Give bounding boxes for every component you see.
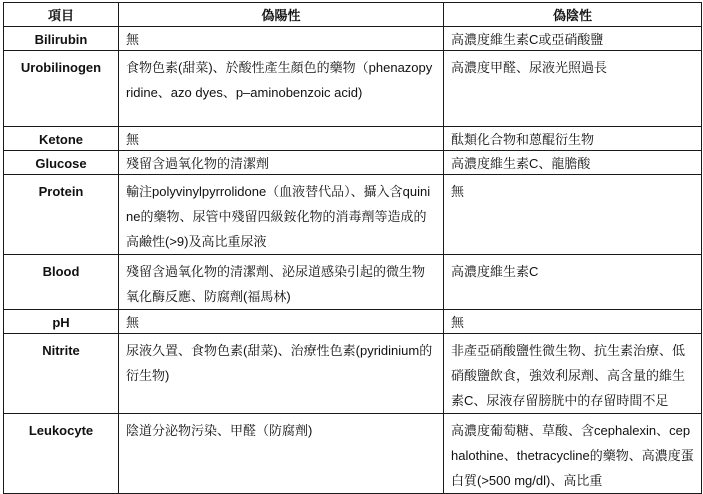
item-cell: Glucose [4, 151, 119, 175]
header-item: 項目 [4, 3, 119, 27]
false-positive-cell: 無 [119, 127, 444, 151]
false-negative-cell: 無 [444, 175, 702, 255]
item-cell: Ketone [4, 127, 119, 151]
false-positive-cell: 無 [119, 27, 444, 51]
table-row [4, 310, 702, 334]
table-row [4, 151, 702, 175]
header-row [4, 3, 702, 27]
false-positive-cell: 無 [119, 310, 444, 334]
table-row [4, 127, 702, 151]
item-cell: Bilirubin [4, 27, 119, 51]
item-cell: Blood [4, 255, 119, 310]
item-cell: Protein [4, 175, 119, 255]
header-false-negative: 偽陰性 [444, 3, 702, 27]
table-row [4, 27, 702, 51]
false-negative-cell: 高濃度維生素C或亞硝酸鹽 [444, 27, 702, 51]
table-row [4, 51, 702, 127]
false-negative-cell: 無 [444, 310, 702, 334]
false-positive-cell: 陰道分泌物污染、甲醛（防腐劑) [119, 414, 444, 494]
false-result-table [3, 2, 702, 494]
table-row [4, 334, 702, 414]
false-negative-cell: 非產亞硝酸鹽性微生物、抗生素治療、低硝酸鹽飲食，強效利尿劑、高含量的維生素C、尿液存留膀胱中的存留時間不足 [444, 334, 702, 414]
false-positive-cell: 殘留含過氧化物的清潔劑、泌尿道感染引起的微生物氧化酶反應、防腐劑(福馬林) [119, 255, 444, 310]
false-positive-cell: 尿液久置、食物色素(甜菜)、治療性色素(pyridinium的衍生物) [119, 334, 444, 414]
table-row [4, 414, 702, 494]
false-negative-cell: 酞類化合物和蒽醌衍生物 [444, 127, 702, 151]
item-cell: Nitrite [4, 334, 119, 414]
false-negative-cell: 高濃度葡萄糖、草酸、含cephalexin、cephalothine、thetracycline的藥物、高濃度蛋白質(>500 mg/dl)、高比重 [444, 414, 702, 494]
table-row [4, 175, 702, 255]
item-cell: pH [4, 310, 119, 334]
false-positive-cell: 殘留含過氧化物的清潔劑 [119, 151, 444, 175]
false-negative-cell: 高濃度維生素C、龍膽酸 [444, 151, 702, 175]
header-false-positive: 偽陽性 [119, 3, 444, 27]
false-negative-cell: 高濃度甲醛、尿液光照過長 [444, 51, 702, 127]
item-cell: Urobilinogen [4, 51, 119, 127]
table-row [4, 255, 702, 310]
false-negative-cell: 高濃度維生素C [444, 255, 702, 310]
false-positive-cell: 食物色素(甜菜)、於酸性產生顏色的藥物（phenazopyridine、azo dyes、p–aminobenzoic acid) [119, 51, 444, 127]
item-cell: Leukocyte [4, 414, 119, 494]
false-positive-cell: 輸注polyvinylpyrrolidone（血液替代品）、攝入含quinine的藥物、尿管中殘留四級銨化物的消毒劑等造成的高鹼性(>9)及高比重尿液 [119, 175, 444, 255]
